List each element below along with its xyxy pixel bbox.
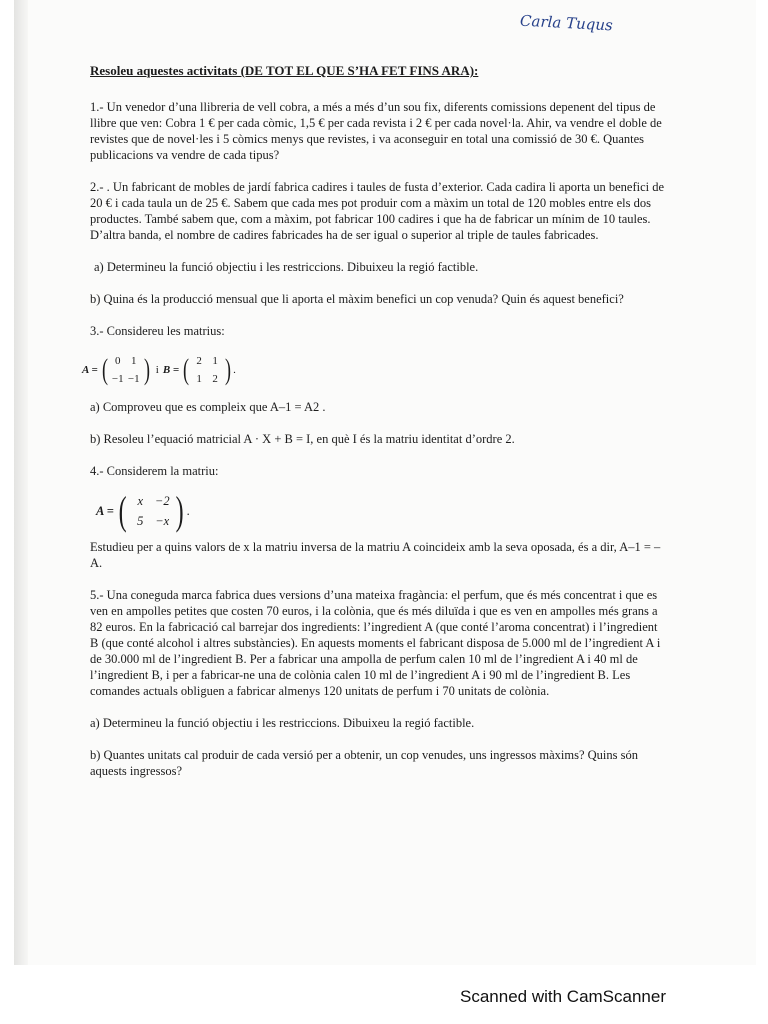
question-1: 1.- Un venedor d’una llibreria de vell cobra, a més a més d’un sou fix, diferents comissions depenent del tipus de llibre que ven: Cobra 1 € per cada còmic, 1,5 € per cada revista i 2 € per cada novel·la. Ahir, va vendre el doble de revistes que de novel·les i 5 còmics menys que revistes, i va aconseguir en total una comissió de 30 €. Quantes publicacions va vendre de cada tipus?	[90, 100, 662, 162]
matrix-a-label: A =	[96, 504, 114, 518]
question-2a: a) Determineu la funció objectiu i les restriccions. Dibuixeu la regió factible.	[94, 260, 479, 274]
question-3b: b) Resoleu l’equació matricial A · X + B = I, en què I és la matriu identitat d’ordre 2.	[90, 432, 515, 446]
matrix-b-cell: 2	[196, 355, 202, 367]
matrix-a-cell: 1	[131, 355, 137, 367]
question-2b: b) Quina és la producció mensual que li aporta el màxim benefici un cop venuda? Quin és aquest benefici?	[90, 292, 624, 306]
document-body	[82, 63, 668, 779]
matrix-cell: −2	[154, 494, 170, 508]
matrix-b-cell: 2	[212, 373, 218, 385]
matrix-a-variable: ( x −2 5 −x )	[118, 488, 184, 533]
question-2: 2.- . Un fabricant de mobles de jardí fabrica cadires i taules de fusta d’exterior. Cada cadira li aporta un benefici de 20 € i cada taula un de 25 €. Sabem que cada mes pot produir com a màxim un total de 120 mobles entre els dos productes. També sabem que, com a màxim, pot fabricar 100 cadires i que ha de fabricar un mínim de 10 taules. D’altra banda, el nombre de cadires fabricades ha de ser igual o superior al triple de taules fabricades.	[90, 180, 665, 242]
question-3-matrices	[82, 353, 668, 387]
matrix-a-cell: −1	[111, 373, 124, 385]
question-5a: a) Determineu la funció objectiu i les restriccions. Dibuixeu la regió factible.	[90, 716, 475, 730]
camscanner-watermark: Scanned with CamScanner	[460, 987, 667, 1006]
matrix-cell: x	[137, 494, 144, 508]
matrix-b-cell: 1	[196, 373, 202, 385]
matrix-period: .	[186, 504, 190, 518]
matrix-a-cell: −1	[127, 373, 140, 385]
handwritten-signature: Carla Tuqus	[519, 11, 614, 35]
matrix-period: .	[233, 364, 236, 376]
page-heading: Resoleu aquestes activitats (DE TOT EL QUE S’HA FET FINS ARA):	[90, 63, 479, 78]
question-4-text: Estudieu per a quins valors de x la matriu inversa de la matriu A coincideix amb la seva oposada, és a dir, A–1 = –A.	[90, 540, 661, 570]
matrix-conjunction: i	[155, 364, 159, 376]
matrix-cell: −x	[155, 514, 170, 528]
page-edge-shadow	[14, 0, 28, 965]
question-4: 4.- Considerem la matriu:	[90, 464, 219, 478]
matrix-a-cell: 0	[115, 355, 121, 367]
matrix-cell: 5	[137, 514, 144, 528]
matrix-b: ( 2 1 1 2 )	[183, 353, 232, 386]
matrix-a-label: A =	[82, 364, 98, 376]
question-5b: b) Quantes unitats cal produir de cada versió per a obtenir, un cop venudes, uns ingressos màxims? Quins són aquests ingressos?	[90, 748, 638, 778]
matrix-b-cell: 1	[212, 355, 218, 367]
matrix-b-label: B =	[162, 364, 180, 376]
question-4-matrix	[96, 488, 668, 533]
matrix-a: ( 0 1 −1 −1 )	[101, 353, 150, 386]
question-5: 5.- Una coneguda marca fabrica dues versions d’una mateixa fragància: el perfum, que és més concentrat i que es ven en ampolles petites que costen 70 euros, i la colònia, que és més diluïda i que es ven en ampolles més grans a 82 euros. En la fabricació cal barrejar dos ingredients: l’ingredient A (que conté l’aroma concentrat) i l’ingredient B (que conté alcohol i altres substàncies). En aquests moments el fabricant disposa de 5.000 ml de l’ingredient A i de 30.000 ml de l’ingredient B. Per a fabricar una ampolla de perfum calen 10 ml de l’ingredient A i 40 ml de l’ingredient B, i per a fabricar-ne una de colònia calen 10 ml de l’ingredient A i 90 ml de l’ingredient B. Les comandes actuals obliguen a fabricar almenys 120 unitats de perfum i 70 unitats de colònia.	[90, 588, 661, 698]
question-3: 3.- Considereu les matrius:	[90, 324, 225, 338]
question-3a: a) Comproveu que es compleix que A–1 = A2 .	[90, 400, 326, 414]
